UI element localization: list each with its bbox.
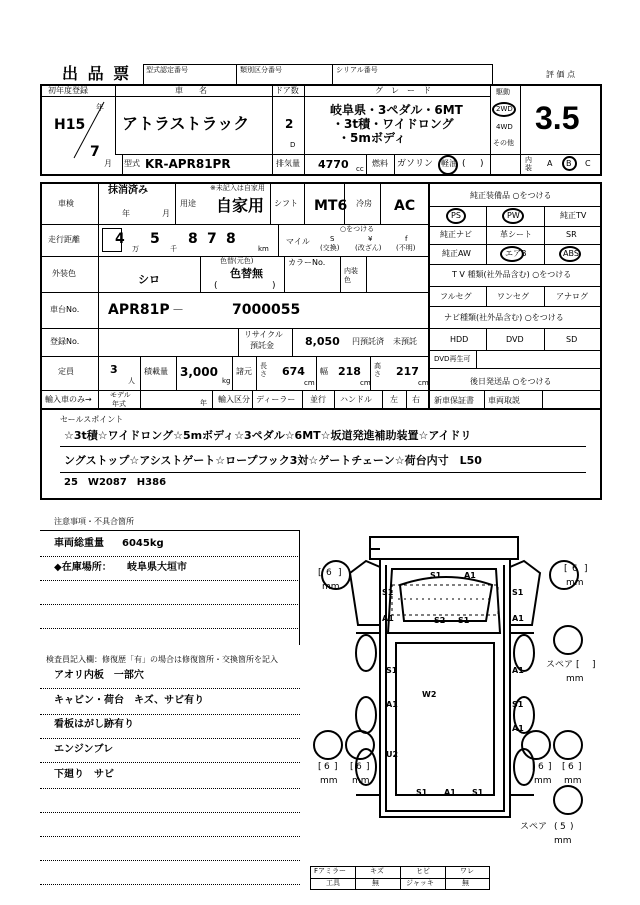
tire-rear-left-1-value: 6 — [324, 762, 330, 772]
handle-left[interactable]: 左 — [390, 395, 398, 404]
interior-a: A — [547, 159, 553, 168]
recycle-label-2: 預託金 — [250, 341, 274, 350]
height-unit: cm — [418, 379, 429, 387]
svg-text:]: ] — [548, 762, 552, 772]
location-value: 岐阜県大垣市 — [127, 562, 187, 573]
svg-text:]: ] — [578, 762, 582, 772]
svg-text:[: [ — [532, 762, 536, 772]
color-no-label: カラーNo. — [288, 258, 326, 267]
model-year-label-1: モデル — [110, 391, 131, 399]
footer-header-crack: ヒビ — [416, 867, 430, 875]
chassis-prefix: APR81P — [108, 302, 170, 318]
handle-right[interactable]: 右 — [412, 395, 420, 404]
footer-header-break: ワレ — [460, 867, 474, 875]
model-year-unit: 年 — [200, 399, 207, 407]
svg-text:): ) — [570, 822, 574, 832]
month-unit: 月 — [104, 159, 112, 168]
import-label: 輸入車のみ→ — [45, 395, 92, 404]
doors-value: 2 — [285, 117, 294, 131]
inspector-line-5: 下廻り サビ — [54, 769, 114, 780]
capacity-label: 定員 — [58, 367, 74, 376]
score-label: 評 価 点 — [546, 70, 576, 79]
oem-sr: SR — [566, 230, 577, 239]
meter-yen: ¥ — [368, 235, 373, 243]
inspector-label: 検査員記入欄：修復歴「有」の場合は修復箇所・交換箇所を記入 — [46, 655, 278, 664]
import-dealer[interactable]: ディーラー — [256, 395, 296, 404]
id-number-box — [143, 64, 493, 86]
car-name: アトラストラック — [122, 114, 250, 133]
gvw-label: 車両総重量 — [54, 538, 104, 549]
footer-value-crack: ジャッキ — [406, 879, 434, 887]
sales-points-line-1: ☆3t積☆ワイドロング☆5mボディ☆3ペダル☆6MT☆坂道発進補助装置☆アイドリ — [64, 429, 472, 442]
interior-c: C — [585, 159, 591, 168]
tv-oneseg: ワンセグ — [497, 292, 529, 301]
oem-tv: 純正TV — [560, 211, 587, 220]
navi-hdd: HDD — [450, 335, 469, 344]
mileage-digit-1: 4 — [115, 231, 125, 247]
shift-value: MT6 — [314, 198, 348, 214]
capacity-unit: 人 — [128, 377, 135, 385]
recycle-label-1: リサイクル — [244, 330, 283, 339]
dims-label: 諸元 — [236, 367, 252, 376]
svg-text:]: ] — [338, 568, 342, 578]
mileage-man: 万 — [132, 245, 139, 253]
recycle-status-paid: 円預託済 — [352, 337, 384, 346]
inspection-label: 車検 — [58, 199, 74, 208]
mark-s1-mirror-left: S1 — [382, 588, 394, 597]
footer-value-break: 無 — [462, 879, 469, 887]
mark-a1-bed-right: A1 — [512, 666, 524, 675]
first-reg-era: H15 — [54, 117, 86, 133]
navi-title: ナビ種類(社外品含む) ○をつける — [444, 313, 564, 322]
location-label: ◆在庫場所： — [54, 562, 112, 573]
vehicle-damage-diagram — [300, 525, 600, 860]
model-cert-label: 型式認定番号 — [146, 66, 188, 74]
mark-s1-rear-2: S1 — [472, 788, 484, 797]
mark-s1-right: S1 — [512, 588, 524, 597]
meter-label: マイル — [286, 237, 310, 246]
drive-4wd: 4WD — [496, 123, 513, 131]
mark-s1-bed-right: S1 — [512, 700, 524, 709]
spare-bottom-label: スペア — [520, 822, 548, 832]
interior-label: 内装 — [525, 156, 532, 172]
fuel-value: ガソリン — [397, 159, 434, 169]
oem-pw: PW — [507, 211, 520, 220]
spare-top-label: スペア — [546, 660, 574, 670]
mark-s1-cab-left: S1 — [430, 571, 442, 580]
width-label: 幅 — [320, 367, 328, 376]
sales-points-line-3: 25 W2087 H386 — [64, 477, 167, 488]
mark-a1-door-left: A1 — [382, 614, 394, 623]
svg-text:]: ] — [366, 762, 370, 772]
sales-points-line-2: ングストップ☆アシストゲート☆ロープフック3対☆ゲートチェーン☆荷台内寸 L50 — [64, 454, 482, 467]
cc-unit: cc — [356, 165, 364, 173]
tire-front-right-unit: mm — [566, 578, 584, 588]
import-parallel[interactable]: 並行 — [310, 395, 326, 404]
aftermarket-warranty: 新車保証書 — [434, 396, 474, 405]
height-label: 高さ — [374, 362, 381, 378]
interior-b: B — [566, 159, 572, 168]
tire-rear-left-2-unit: mm — [352, 776, 370, 786]
drive-2wd-circle — [492, 102, 516, 117]
mark-w2-bed: W2 — [422, 690, 437, 699]
inspection-year: 年 — [122, 209, 130, 218]
inspector-line-1: アオリ内板 一部穴 — [54, 670, 144, 681]
tv-fullseg: フルセグ — [440, 292, 472, 301]
class-label: 類別区分番号 — [240, 66, 282, 74]
notes-label: 注意事項・不具合箇所 — [54, 517, 134, 526]
oem-airbag-circle — [500, 246, 524, 262]
oem-navi: 純正ナビ — [440, 230, 472, 239]
inspection-month: 月 — [162, 209, 170, 218]
footer-row-label: 工具 — [326, 879, 340, 887]
grade-line-3: ・5mボディ — [338, 131, 406, 145]
tire-rear-left-2-value: 6 — [356, 762, 362, 772]
aftermarket-manual: 車両取説 — [488, 396, 520, 405]
spare-bottom-unit: mm — [554, 836, 572, 846]
first-reg-label: 初年度登録 — [48, 86, 88, 95]
gvw-value: 6045kg — [122, 538, 164, 549]
recycle-value: 8,050 — [305, 335, 340, 348]
ac-value: AC — [394, 198, 416, 214]
meter-unknown: (不明) — [396, 244, 416, 252]
doors-label: ドア数 — [275, 86, 299, 95]
color-value: シロ — [138, 273, 160, 286]
tv-analog: アナログ — [556, 292, 588, 301]
tire-rear-right-2-unit: mm — [564, 776, 582, 786]
tire-rear-right-2-value: 6 — [568, 762, 574, 772]
footer-header-mirror: Fアミラー — [314, 867, 347, 875]
mark-a1-cab-right: A1 — [464, 571, 476, 580]
interior-color-label: 内装色 — [344, 267, 358, 284]
mark-a1-door-right: A1 — [512, 614, 524, 623]
color-label: 外装色 — [52, 269, 76, 278]
inspector-line-3: 看板はがし跡有り — [54, 719, 134, 730]
mileage-sen: 千 — [170, 245, 177, 253]
tire-rear-right-1-value: 6 — [538, 762, 544, 772]
width-unit: cm — [360, 379, 371, 387]
load-unit: kg — [222, 377, 231, 385]
length-unit: cm — [304, 379, 315, 387]
grade-line-1: 岐阜県・3ペダル・6MT — [330, 103, 463, 117]
first-reg-month: 7 — [90, 144, 100, 160]
displacement-label: 排気量 — [276, 159, 300, 168]
tire-rear-right-1-unit: mm — [534, 776, 552, 786]
svg-text:[: [ — [318, 762, 322, 772]
footer-value-scratch: 無 — [372, 879, 379, 887]
grade-line-2: ・3t積・ワイドロング — [332, 117, 454, 131]
handle-label: ハンドル — [340, 395, 372, 404]
svg-text:]: ] — [584, 564, 588, 574]
oem-aw: 純正AW — [442, 249, 471, 258]
chassis-label: 車台No. — [50, 305, 80, 314]
svg-text:]: ] — [592, 660, 596, 670]
mileage-digit-3: 8 — [188, 231, 198, 247]
mark-a1-bed-rear-right: A1 — [512, 724, 524, 733]
navi-dvd: DVD — [506, 335, 524, 344]
mark-a1-rear: A1 — [444, 788, 456, 797]
fuel-diesel-circle — [438, 155, 458, 175]
width-value: 218 — [338, 365, 361, 378]
mileage-digit-4: 7 — [207, 231, 217, 247]
drive-other: その他 — [493, 139, 514, 147]
mileage-km: km — [258, 245, 269, 253]
oem-pw-circle — [502, 208, 524, 224]
tire-front-left-value: 6 — [326, 568, 332, 578]
model-year-label-2: 年式 — [112, 400, 126, 408]
inspector-line-2: キャビン・荷台 キズ、サビ有り — [54, 695, 205, 706]
load-label: 積載量 — [144, 367, 168, 376]
dvd-playback-label: DVD再生可 — [434, 355, 471, 363]
meter-tampered: (改ざん) — [355, 244, 382, 252]
oem-title: 純正装備品 ○をつける — [470, 191, 552, 200]
length-label: 長さ — [260, 362, 267, 378]
mileage-digit-5: 8 — [226, 231, 236, 247]
oem-ps: PS — [451, 211, 461, 220]
footer-header-scratch: キズ — [370, 867, 384, 875]
mark-u2-under: U2 — [386, 750, 399, 759]
svg-text:]: ] — [334, 762, 338, 772]
use-label: 用途 — [180, 199, 196, 208]
mark-s1-bed-left: S1 — [386, 666, 398, 675]
fuel-diesel: 軽油 — [441, 159, 457, 168]
repaint-label: 色替(元色) — [220, 257, 254, 265]
mileage-label: 走行距離 — [48, 235, 80, 244]
svg-text:[: [ — [350, 762, 354, 772]
chassis-number: 7000055 — [232, 302, 301, 318]
svg-text:[: [ — [562, 762, 566, 772]
serial-label: シリアル番号 — [336, 66, 378, 74]
oem-airbag: エアB — [505, 249, 527, 258]
svg-text:[: [ — [564, 564, 568, 574]
car-name-label: 車 名 — [175, 86, 207, 95]
tire-front-right-value: 6 — [572, 564, 578, 574]
capacity-value: 3 — [110, 363, 118, 376]
mark-s1-rear-1: S1 — [416, 788, 428, 797]
meter-circle-note: ○をつける — [340, 225, 375, 233]
mark-a1-bed-left: A1 — [386, 700, 398, 709]
import-class-label: 輸入区分 — [218, 395, 250, 404]
tv-title: T V 種類(社外品含む) ○をつける — [452, 270, 572, 279]
year-unit: 年 — [96, 103, 104, 112]
date-slash — [72, 100, 106, 160]
displacement-value: 4770 — [318, 158, 349, 171]
oem-leather: 革シート — [500, 230, 532, 239]
inspector-line-4: エンジンブレ — [54, 744, 114, 755]
height-value: 217 — [396, 365, 419, 378]
meter-f: f — [405, 235, 408, 243]
score-value: 3.5 — [535, 100, 580, 136]
load-value: 3,000 — [180, 365, 218, 379]
model-value: KR-APR81PR — [145, 157, 231, 171]
navi-sd: SD — [566, 335, 578, 344]
svg-text:[: [ — [576, 660, 580, 670]
drive-2wd: 2WD — [496, 105, 513, 113]
shift-label: シフト — [274, 199, 298, 208]
reg-no-label: 登録No. — [50, 337, 80, 346]
spare-top-unit: mm — [566, 674, 584, 684]
mileage-digit-2: 5 — [150, 231, 160, 247]
fuel-label: 燃料 — [372, 159, 388, 168]
oem-ps-circle — [446, 208, 466, 224]
doors-unit: D — [290, 141, 296, 149]
ac-label: 冷房 — [356, 199, 372, 208]
interior-b-circle — [562, 156, 577, 171]
meter-s: S — [330, 235, 335, 243]
page-title: 出 品 票 — [62, 64, 132, 83]
mark-s2-cab: S2 — [434, 616, 446, 625]
mark-s1-cab: S1 — [458, 616, 470, 625]
drive-label: 駆動 — [496, 88, 510, 96]
svg-text:[: [ — [318, 568, 322, 578]
svg-text:(: ( — [554, 822, 558, 832]
recycle-status-unpaid: 未預託 — [393, 337, 417, 346]
spare-bottom-value: 5 — [560, 822, 566, 832]
repaint-value: 色替無 — [230, 267, 263, 280]
meter-exchange: (交換) — [320, 244, 340, 252]
oem-abs-circle — [559, 246, 581, 262]
aftermarket-title: 後日発送品 ○をつける — [470, 377, 552, 386]
inspection-value: 抹消済み — [108, 185, 148, 196]
tire-rear-left-1-unit: mm — [320, 776, 338, 786]
use-note: ※未記入は自家用 — [210, 184, 265, 192]
length-value: 674 — [282, 365, 305, 378]
chassis-dash: － — [172, 303, 185, 317]
oem-abs: ABS — [563, 249, 579, 258]
tire-front-left-unit: mm — [322, 582, 340, 592]
sales-points-label: セールスポイント — [60, 415, 124, 424]
use-value: 自家用 — [216, 196, 265, 215]
model-label: 型式 — [124, 159, 140, 168]
grade-label: グ レ ー ド — [375, 86, 431, 95]
